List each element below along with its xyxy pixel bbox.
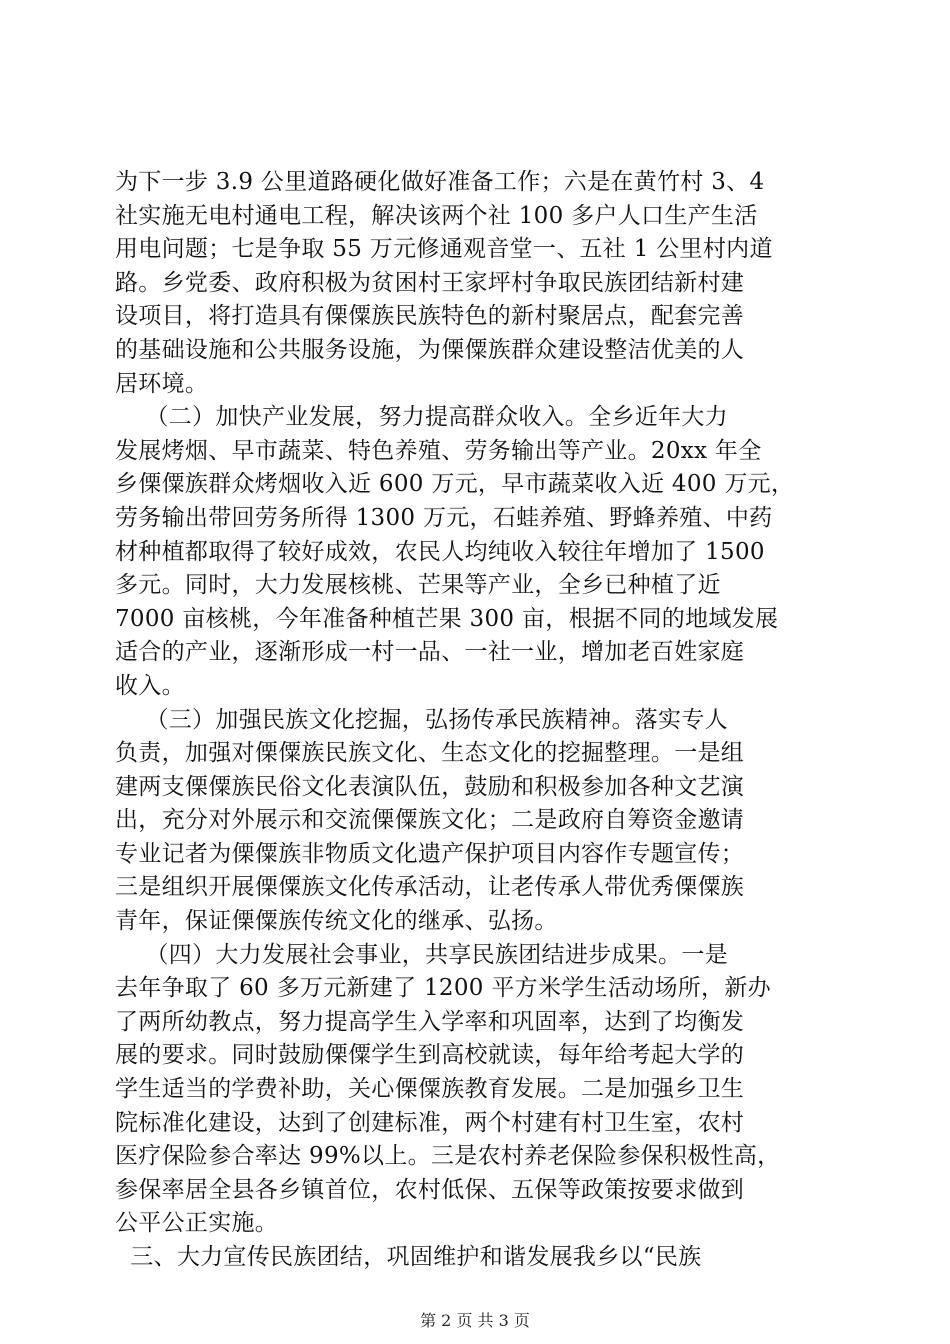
text-line: 设项目，将打造具有傈僳族民族特色的新村聚居点，配套完善 bbox=[115, 303, 745, 330]
text-line: 为下一步 3.9 公里道路硬化做好准备工作；六是在黄竹村 3、4 bbox=[115, 169, 765, 195]
text-line: 院标准化建设，达到了创建标准，两个村建有村卫生室，农村 bbox=[115, 1109, 745, 1136]
text-line: 学生适当的学费补助，关心傈僳族教育发展。二是加强乡卫生 bbox=[115, 1076, 745, 1103]
text-line: 去年争取了 60 多万元新建了 1200 平方米学生活动场所，新办 bbox=[115, 975, 771, 1002]
text-line: 劳务输出带回劳务所得 1300 万元，石蛙养殖、野蜂养殖、中药 bbox=[115, 504, 773, 531]
text-line: 适合的产业，逐渐形成一村一品、一社一业，增加老百姓家庭 bbox=[115, 639, 745, 666]
page-footer bbox=[0, 1308, 950, 1331]
text-line: 公平公正实施。 bbox=[115, 1210, 279, 1237]
text-line: 医疗保险参合率达 99%以上。三是农村养老保险参保积极性高， bbox=[115, 1143, 781, 1170]
text-line: 的基础设施和公共服务设施，为傈僳族群众建设整洁优美的人 bbox=[115, 336, 745, 363]
text-line: 建两支傈僳族民俗文化表演队伍，鼓励和积极参加各种文艺演 bbox=[115, 773, 745, 800]
text-line: 多元。同时，大力发展核桃、芒果等产业，全乡已种植了近 bbox=[115, 572, 721, 599]
body-text bbox=[115, 166, 845, 1275]
text-line: 参保率居全县各乡镇首位，农村低保、五保等政策按要求做到 bbox=[115, 1176, 745, 1203]
text-line: 材种植都取得了较好成效，农民人均纯收入较往年增加了 1500 bbox=[115, 538, 765, 565]
text-line: （四）大力发展社会事业，共享民族团结进步成果。一是 bbox=[115, 941, 728, 968]
text-line: 收入。 bbox=[115, 672, 185, 699]
page-indicator: 第 2 页 共 3 页 bbox=[420, 1311, 530, 1330]
text-line: 乡傈僳族群众烤烟收入近 600 万元，早市蔬菜收入近 400 万元， bbox=[115, 471, 795, 498]
text-line: （三）加强民族文化挖掘，弘扬传承民族精神。落实专人 bbox=[115, 706, 728, 733]
text-line: 三、大力宣传民族团结，巩固维护和谐发展我乡以“民族 bbox=[115, 1244, 702, 1270]
text-line: 青年，保证傈僳族传统文化的继承、弘扬。 bbox=[115, 908, 558, 935]
text-line: 了两所幼教点，努力提高学生入学率和巩固率，达到了均衡发 bbox=[115, 1008, 745, 1035]
text-line: 展的要求。同时鼓励傈僳学生到高校就读，每年给考起大学的 bbox=[115, 1042, 745, 1069]
text-line: 用电问题；七是争取 55 万元修通观音堂一、五社 1 公里村内道 bbox=[115, 236, 773, 263]
text-line: 路。乡党委、政府积极为贫困村王家坪村争取民族团结新村建 bbox=[115, 269, 745, 296]
text-line: （二）加快产业发展，努力提高群众收入。全乡近年大力 bbox=[115, 404, 728, 431]
text-line: 负责，加强对傈僳族民族文化、生态文化的挖掘整理。一是组 bbox=[115, 740, 745, 767]
text-line: 居环境。 bbox=[115, 370, 209, 397]
text-line: 发展烤烟、早市蔬菜、特色养殖、劳务输出等产业。20xx 年全 bbox=[115, 437, 762, 464]
text-line: 社实施无电村通电工程，解决该两个社 100 多户人口生产生活 bbox=[115, 202, 758, 229]
text-line: 专业记者为傈僳族非物质文化遗产保护项目内容作专题宣传； bbox=[115, 840, 745, 867]
text-line: 出，充分对外展示和交流傈僳族文化；二是政府自筹资金邀请 bbox=[115, 807, 745, 834]
text-line: 三是组织开展傈僳族文化传承活动，让老传承人带优秀傈僳族 bbox=[115, 874, 745, 901]
text-line: 7000 亩核桃，今年准备种植芒果 300 亩，根据不同的地域发展 bbox=[115, 605, 779, 632]
